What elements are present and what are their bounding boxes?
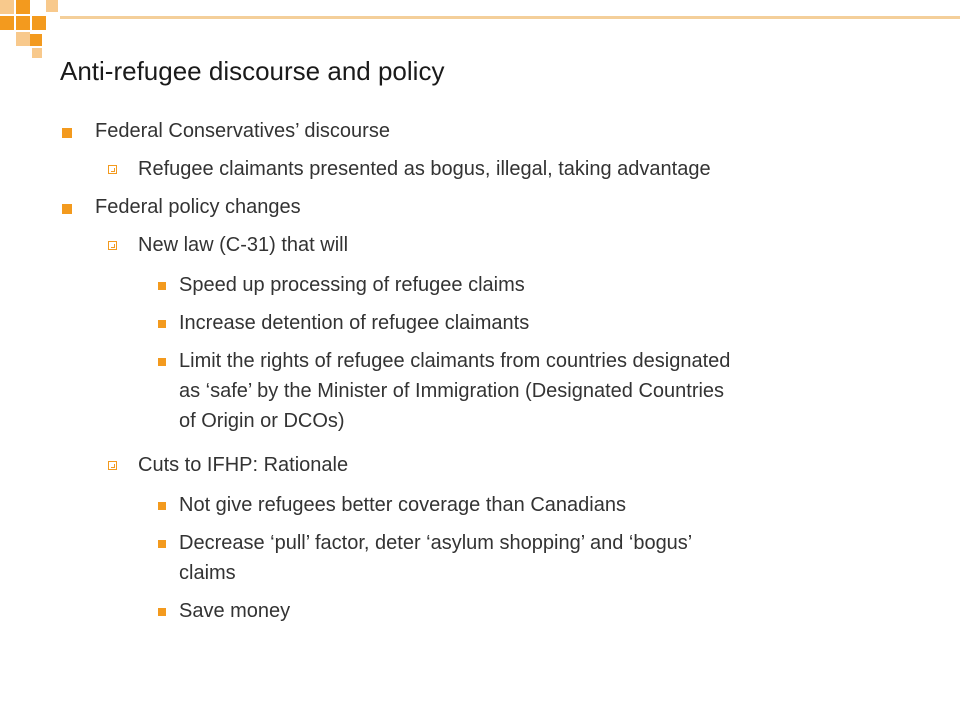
bullet-item: Increase detention of refugee claimants	[179, 312, 530, 334]
bullet-item: Federal Conservatives’ discourse	[95, 120, 390, 142]
bullet-square-icon	[158, 540, 166, 548]
bullet-item-continued: of Origin or DCOs)	[179, 410, 345, 432]
bullet-item: Decrease ‘pull’ factor, deter ‘asylum shopping’ and ‘bogus’	[179, 532, 693, 554]
bullet-item: Limit the rights of refugee claimants from countries designated	[179, 350, 731, 372]
bullet-item: Cuts to IFHP: Rationale	[138, 454, 349, 476]
bullet-item: Federal policy changes	[95, 196, 301, 218]
bullet-checkbox-icon	[108, 165, 117, 174]
bullet-checkbox-icon	[108, 461, 117, 470]
bullet-item-continued: as ‘safe’ by the Minister of Immigration (Designated Countries	[179, 380, 725, 402]
slide-title: Anti-refugee discourse and policy	[60, 56, 445, 86]
bullet-item-continued: claims	[179, 562, 236, 584]
bullet-square-icon	[62, 204, 72, 214]
bullet-item: Refugee claimants presented as bogus, illegal, taking advantage	[138, 158, 711, 180]
bullet-item: Not give refugees better coverage than Canadians	[179, 494, 626, 516]
bullet-square-icon	[158, 608, 166, 616]
bullet-square-icon	[62, 128, 72, 138]
bullet-square-icon	[158, 320, 166, 328]
bullet-square-icon	[158, 358, 166, 366]
bullet-item: Speed up processing of refugee claims	[179, 274, 525, 296]
bullet-square-icon	[158, 282, 166, 290]
bullet-item: Save money	[179, 600, 291, 622]
bullet-item: New law (C-31) that will	[138, 234, 349, 256]
bullet-square-icon	[158, 502, 166, 510]
bullet-checkbox-icon	[108, 241, 117, 250]
